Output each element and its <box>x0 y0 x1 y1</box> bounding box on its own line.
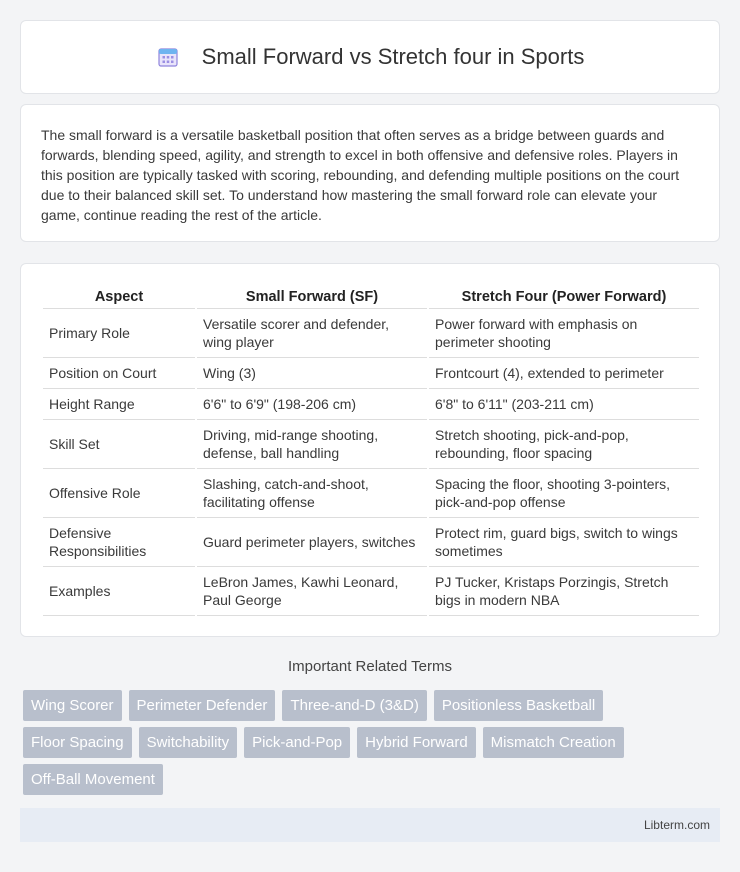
comparison-card <box>20 263 720 637</box>
intro-text: The small forward is a versatile basketball position that often serves as a bridge between guards and forwards, blending speed, agility, and strength to excel in both offensive and defensive roles. Players in this position are typically tasked with scoring, rebounding, and defending multiple positions on the court due to their balanced skill set. To understand how mastering the small forward role can elevate your game, continue reading the rest of the article. <box>41 127 680 223</box>
row-aspect: Position on Court <box>43 357 196 388</box>
row-aspect: Examples <box>43 566 196 615</box>
related-term-tag[interactable]: Pick-and-Pop <box>244 727 350 758</box>
related-term-tag[interactable]: Positionless Basketball <box>434 690 603 721</box>
row-stretch-four: Protect rim, guard bigs, switch to wings sometimes <box>428 517 699 566</box>
row-small-forward: Guard perimeter players, switches <box>196 517 428 566</box>
row-aspect: Skill Set <box>43 419 196 468</box>
table-header-row <box>43 284 699 308</box>
related-term-tag[interactable]: Hybrid Forward <box>357 727 476 758</box>
table-row <box>43 357 699 388</box>
page-title: Small Forward vs Stretch four in Sports <box>201 44 585 69</box>
row-stretch-four: 6'8" to 6'11" (203-211 cm) <box>428 388 699 419</box>
row-small-forward: Driving, mid-range shooting, defense, ball handling <box>196 419 428 468</box>
row-aspect: Offensive Role <box>43 468 196 517</box>
related-term-tag[interactable]: Switchability <box>139 727 238 758</box>
calendar-icon <box>156 45 180 69</box>
row-small-forward: Wing (3) <box>196 357 428 388</box>
table-row <box>43 388 699 419</box>
header-stretch-four: Stretch Four (Power Forward) <box>428 284 699 308</box>
related-terms-list <box>23 690 723 801</box>
title-card <box>20 20 720 94</box>
row-aspect: Defensive Responsibilities <box>43 517 196 566</box>
comparison-table <box>43 284 699 616</box>
row-small-forward: Versatile scorer and defender, wing player <box>196 308 428 357</box>
table-row <box>43 308 699 357</box>
related-terms-title: Important Related Terms <box>288 658 452 675</box>
related-term-tag[interactable]: Wing Scorer <box>23 690 122 721</box>
row-stretch-four: Spacing the floor, shooting 3-pointers, pick-and-pop offense <box>428 468 699 517</box>
row-stretch-four: Power forward with emphasis on perimeter shooting <box>428 308 699 357</box>
footer-site-link[interactable]: Libterm.com <box>643 818 710 832</box>
table-row <box>43 517 699 566</box>
header-aspect: Aspect <box>43 284 196 308</box>
related-term-tag[interactable]: Perimeter Defender <box>129 690 276 721</box>
row-aspect: Height Range <box>43 388 196 419</box>
related-term-tag[interactable]: Off-Ball Movement <box>23 764 163 795</box>
table-row <box>43 468 699 517</box>
row-small-forward: 6'6" to 6'9" (198-206 cm) <box>196 388 428 419</box>
row-aspect: Primary Role <box>43 308 196 357</box>
related-term-tag[interactable]: Mismatch Creation <box>483 727 624 758</box>
row-stretch-four: Frontcourt (4), extended to perimeter <box>428 357 699 388</box>
row-stretch-four: PJ Tucker, Kristaps Porzingis, Stretch bigs in modern NBA <box>428 566 699 615</box>
table-row <box>43 566 699 615</box>
related-term-tag[interactable]: Three-and-D (3&D) <box>282 690 426 721</box>
related-term-tag[interactable]: Floor Spacing <box>23 727 132 758</box>
header-small-forward: Small Forward (SF) <box>196 284 428 308</box>
table-row <box>43 419 699 468</box>
intro-card <box>20 104 720 242</box>
row-stretch-four: Stretch shooting, pick-and-pop, rebounding, floor spacing <box>428 419 699 468</box>
footer <box>20 808 720 842</box>
row-small-forward: Slashing, catch-and-shoot, facilitating offense <box>196 468 428 517</box>
row-small-forward: LeBron James, Kawhi Leonard, Paul George <box>196 566 428 615</box>
